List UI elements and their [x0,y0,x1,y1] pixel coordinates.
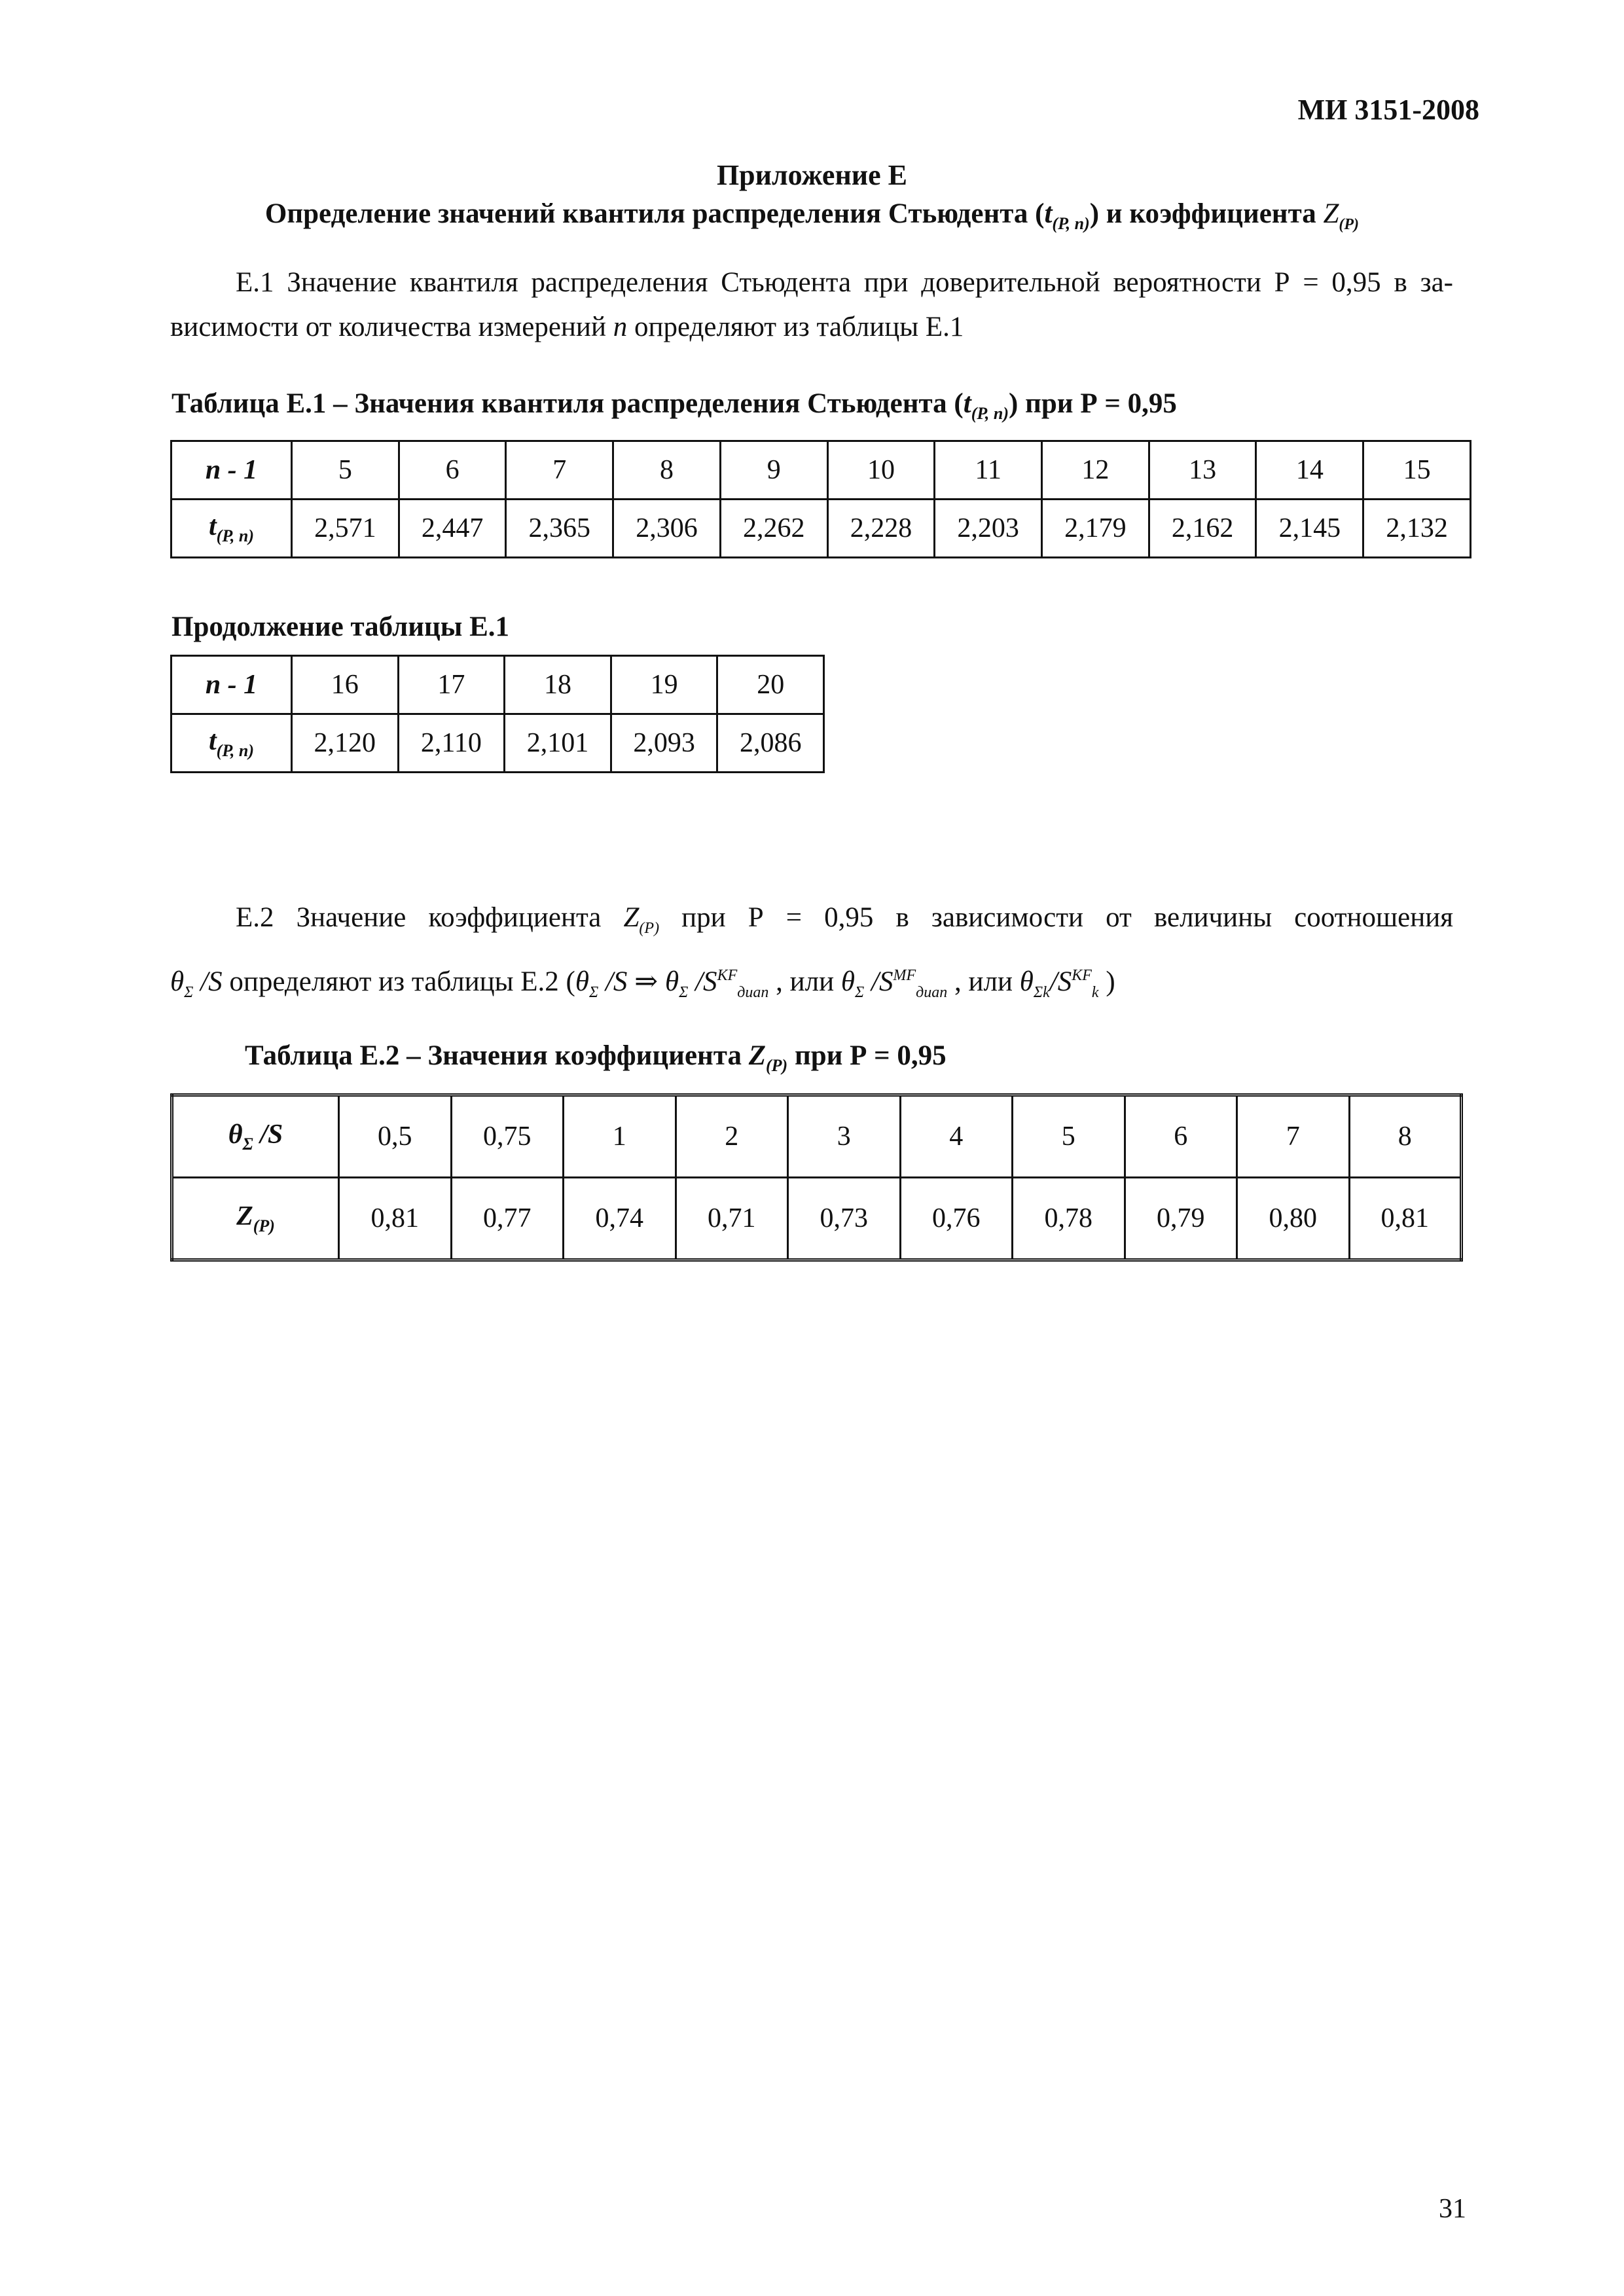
e1-line2-prefix: висимости от количества измерений [170,312,606,342]
table-e2-ratio-cell: 7 [1237,1095,1350,1178]
table-e2-z-cell: 0,77 [451,1178,564,1260]
table-e2-z-cell: 0,71 [676,1178,788,1260]
table-e1-caption-t-sub: (P, n) [971,404,1009,423]
table-e1-t-cell: 2,132 [1363,500,1471,558]
e2-rest: при Р = 0,95 в зависимости от величины соотношения [681,902,1453,933]
document-code: МИ 3151-2008 [1297,94,1479,126]
table-e1-t-cell: 2,571 [292,500,399,558]
table-e1-n-cell: 11 [935,441,1042,500]
table-e1-t-cell: 2,179 [1042,500,1149,558]
page-number: 31 [1439,2194,1466,2224]
table-e2-head-ratio: $\theta_\Sigma$ /S [172,1095,339,1178]
table-e1-cont-t-cell: 2,120 [292,714,399,773]
table-e1-cont-t-cell: 2,101 [505,714,611,773]
table-e1-caption [171,388,1177,424]
table-e2-head-z: $Z_{(P)}$ [172,1178,339,1260]
appendix-title: Приложение Е [716,159,908,191]
table-e1-n-cell: 15 [1363,441,1471,500]
table-e1-cont [170,655,825,773]
e2-line2-text: определяют из таблицы Е.2 ( [229,966,575,997]
subtitle-z: Z [1323,198,1339,229]
table-e1-head-t: $t_{(P, n)}$ [171,500,292,558]
e2-number: Е.2 [236,902,274,933]
appendix-subtitle [0,198,1624,234]
table-e1-cont-caption: Продолжение таблицы Е.1 [171,611,510,642]
e1-line1: Е.1 Значение квантиля распределения Стьюдента при доверительной вероятности Р = 0,95 в за- [236,267,1453,298]
table-e2-caption-suffix: при Р = 0,95 [794,1040,947,1071]
table-e1-cont-row-t [171,714,824,773]
e2-ratio: $\theta_\Sigma$ /S [170,966,223,1001]
table-e1-t-cell: 2,228 [827,500,935,558]
e2-formula-3: $\theta_{\Sigma k}/S^{KF}_k$ [1019,966,1099,1001]
table-e1-head-n: n - 1 [171,441,292,500]
e2-close: ) [1106,966,1115,997]
e2-or-1: , или [776,966,835,997]
table-e1-cont-n-cell: 20 [717,656,824,714]
subtitle-prefix: Определение значений квантиля распределения Стьюдента ( [264,198,1045,229]
subtitle-z-sub: (P) [1339,216,1360,233]
table-e1-cont-row-n [171,656,824,714]
table-e1-cont-t-cell: 2,110 [398,714,505,773]
table-e1 [170,440,1471,558]
table-e2-z-cell: 0,76 [900,1178,1013,1260]
table-e1-row-n [171,441,1471,500]
table-e1-caption-prefix: Таблица Е.1 – Значения квантиля распределения Стьюдента ( [171,388,964,419]
table-e2-ratio-cell: 3 [788,1095,901,1178]
table-e1-cont-head-t: $t_{(P, n)}$ [171,714,292,773]
table-e1-t-cell: 2,162 [1149,500,1256,558]
table-e2-z-cell: 0,74 [564,1178,676,1260]
table-e1-n-cell: 7 [506,441,613,500]
table-e2-z-cell: 0,81 [1349,1178,1462,1260]
table-e1-n-cell: 5 [292,441,399,500]
section-e1-paragraph [170,261,1453,350]
e2-formula-2: $\theta_\Sigma$ $/S^{MF}_{диап}$ [840,966,948,1001]
table-e2-ratio-cell: 4 [900,1095,1013,1178]
table-e1-n-cell: 8 [613,441,721,500]
table-e1-cont-n-cell: 18 [505,656,611,714]
table-e1-cont-n-cell: 16 [292,656,399,714]
table-e2-z-cell: 0,73 [788,1178,901,1260]
table-e1-n-cell: 9 [720,441,827,500]
table-e1-n-cell: 14 [1256,441,1363,500]
table-e2-caption-z: $Z_{(P)}$ [748,1040,788,1075]
table-e2-z-cell: 0,78 [1013,1178,1125,1260]
table-e2-ratio-cell: 2 [676,1095,788,1178]
table-e1-n-cell: 10 [827,441,935,500]
table-e1-cont-head-n: n - 1 [171,656,292,714]
table-e1-t-cell: 2,365 [506,500,613,558]
table-e1-cont-t-cell: 2,086 [717,714,824,773]
table-e2-ratio-cell: 1 [564,1095,676,1178]
table-e1-cont-t-cell: 2,093 [611,714,717,773]
table-e2-z-cell: 0,80 [1237,1178,1350,1260]
table-e2-ratio-cell: 0,5 [339,1095,452,1178]
table-e1-cont-n-cell: 19 [611,656,717,714]
e2-formula-1: $\theta_\Sigma$ /S ⇒ $\theta_\Sigma$ $/S^{KF}_{диап}$ [575,966,769,1001]
e2-text: Значение коэффициента [296,902,602,933]
e2-z: $Z_{(P)}$ [623,902,660,937]
table-e2-caption [245,1040,947,1076]
subtitle-middle: ) и коэффициента [1089,198,1316,229]
table-e1-cont-n-cell: 17 [398,656,505,714]
table-e1-t-cell: 2,145 [1256,500,1363,558]
table-e2-ratio-cell: 6 [1125,1095,1237,1178]
e1-line2-var: n [613,312,628,342]
table-e2-z-cell: 0,81 [339,1178,452,1260]
table-e1-row-t [171,500,1471,558]
section-e2-paragraph [170,896,1453,1015]
table-e1-t-cell: 2,447 [399,500,506,558]
e1-line2-suffix: определяют из таблицы Е.1 [634,312,964,342]
subtitle-t-sub: (P, n) [1052,214,1090,233]
table-e2-caption-prefix: Таблица Е.2 – Значения коэффициента [245,1040,742,1071]
table-e2 [170,1093,1463,1262]
table-e2-ratio-cell: 5 [1013,1095,1125,1178]
table-e1-n-cell: 12 [1042,441,1149,500]
table-e1-t-cell: 2,306 [613,500,721,558]
subtitle-t: t [1044,198,1053,229]
table-e1-n-cell: 6 [399,441,506,500]
table-e2-row-ratio [172,1095,1462,1178]
table-e1-t-cell: 2,203 [935,500,1042,558]
table-e2-row-z [172,1178,1462,1260]
table-e2-z-cell: 0,79 [1125,1178,1237,1260]
table-e1-n-cell: 13 [1149,441,1256,500]
table-e1-caption-suffix: ) при Р = 0,95 [1009,388,1177,419]
table-e1-caption-t: t [963,388,971,419]
table-e2-ratio-cell: 0,75 [451,1095,564,1178]
table-e2-ratio-cell: 8 [1349,1095,1462,1178]
e2-or-2: , или [954,966,1013,997]
table-e1-t-cell: 2,262 [720,500,827,558]
